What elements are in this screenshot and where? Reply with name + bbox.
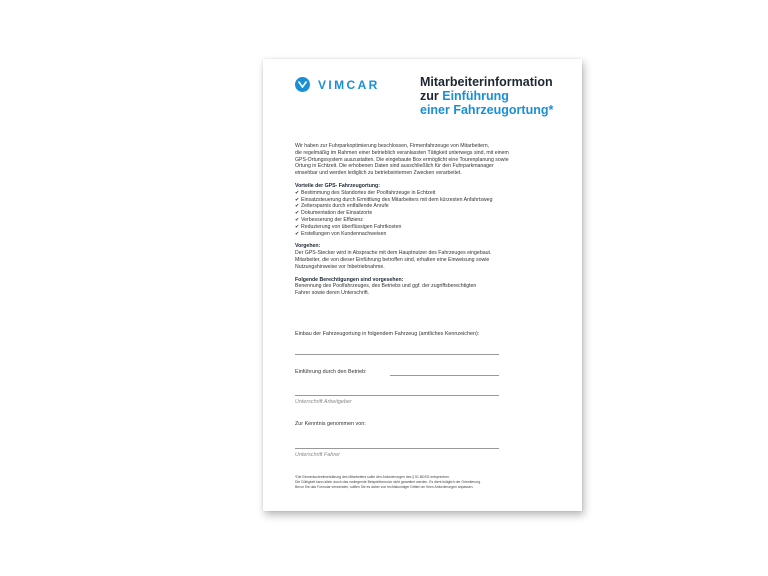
list-item-text: Dokumentation der Einsatzorte (301, 210, 373, 217)
list-item-text: Erstellungen von Kundennachweisen (301, 230, 387, 237)
title-prefix: zur (420, 89, 443, 103)
permissions-heading: Folgende Berechtigungen sind vorgesehen: (295, 276, 404, 283)
intro-by-company-label: Einführung durch den Betrieb: (295, 369, 367, 375)
footnote-line: *Die Einwerkschreibverklärung des Mitarbeiters sollte den Anforderungen des § 51 BDSG entsprechen. (295, 475, 450, 479)
list-item (295, 224, 557, 231)
checkmark-icon: ✔ (295, 196, 300, 203)
list-item-text: Reduzierung von überflüssigen Fahrtkosten (301, 223, 402, 230)
document-page (263, 59, 582, 511)
procedure-line: Nutzungshinweise vor Inbetriebnahme. (295, 263, 385, 270)
list-item (295, 217, 557, 224)
checkmark-icon: ✔ (295, 230, 300, 237)
list-item-text: Bestimmung des Standortes der Poolfahrzeuge in Echtzeit (301, 189, 436, 196)
intro-paragraph (295, 143, 557, 177)
intro-by-company-line[interactable] (390, 375, 499, 376)
intro-line: die regelmäßig im Rahmen einer betrieblich veranlassten Tätigkeit unterwegs sind, mit einem (295, 149, 509, 156)
title-highlight: Einführung (442, 89, 509, 103)
document-title (420, 75, 580, 117)
driver-signature-caption: Unterschrift Fahrer (295, 452, 340, 458)
logo (295, 77, 380, 92)
logo-text: VIMCAR (318, 77, 380, 92)
footnote (295, 475, 560, 489)
intro-line: Wir haben zur Fuhrparkoptimierung beschlossen, Firmenfahrzeuge von Mitarbeitern, (295, 143, 490, 149)
vehicle-plate-line[interactable] (295, 354, 499, 355)
intro-line: Ortung in Echtzeit. Die erhobenen Daten sind ausschließlich für den Fuhrparkmanager (295, 163, 494, 170)
list-item (295, 197, 557, 204)
checkmark-icon: ✔ (295, 203, 300, 210)
permissions-line: Fahrer sowie deren Unterschrift. (295, 290, 370, 297)
vehicle-label: Einbau der Fahrzeugortung in folgendem Fahrzeug (amtliches Kennzeichen): (295, 331, 480, 337)
intro-line: einsehbar und werden lediglich zu betriebsinternen Zwecken verarbeitet. (295, 170, 462, 177)
list-item (295, 231, 557, 238)
vimcar-logo-icon (295, 77, 310, 92)
list-item-text: Verbesserung der Effizienz (301, 216, 363, 223)
title-line-3: einer Fahrzeugortung* (420, 103, 554, 117)
list-item (295, 190, 557, 197)
intro-line: GPS-Ortungssystem auszustatten. Die eingebaute Box ermöglicht eine Tourenplanung sowie (295, 156, 509, 163)
title-line-1: Mitarbeiterinformation (420, 75, 553, 89)
checkmark-icon: ✔ (295, 223, 300, 230)
procedure-line: Der GPS-Stecker wird in Absprache mit dem Hauptnutzer des Fahrzeuges eingebaut. (295, 250, 492, 257)
employer-signature-caption: Unterschrift Arbeitgeber (295, 399, 352, 405)
advantages-heading: Vorteile der GPS- Fahrzeugortung: (295, 182, 380, 189)
footnote-line: Bevor Sie das Formular verwenden, sollten Sie es daher von rechtskundiger Dritten an Ihren Anforderungen anpassen. (295, 484, 474, 489)
procedure-line: Mitarbeiter, die von dieser Einführung betroffen sind, erhalten eine Einweisung sowie (295, 256, 490, 263)
driver-signature-line[interactable] (295, 448, 499, 449)
acknowledged-label: Zur Kenntnis genommen von: (295, 421, 366, 427)
permissions-line: Benennung des Poolfahrzeuges, des Betriebs und ggf. der zugriffsberechtigten (295, 283, 477, 290)
checkmark-icon: ✔ (295, 189, 300, 196)
checkmark-icon: ✔ (295, 210, 300, 217)
document-body (295, 143, 557, 297)
list-item-text: Einsatzsteuerung durch Ermittlung des Mitarbeiters mit dem kürzesten Anfahrtsweg (301, 196, 493, 203)
procedure-heading: Vorgehen: (295, 243, 321, 250)
advantages-list (295, 190, 557, 238)
title-line-2 (420, 89, 580, 103)
employer-signature-line[interactable] (295, 395, 499, 396)
list-item (295, 203, 557, 210)
list-item (295, 210, 557, 217)
list-item-text: Zeitersparnis durch entfallende Anrufe (301, 203, 389, 210)
checkmark-icon: ✔ (295, 216, 300, 223)
footnote-line: Die Gültigkeit kann allein durch das vorliegende Beispielformular nicht garantiert werden. Es dient lediglich der Orientierung. (295, 479, 482, 484)
